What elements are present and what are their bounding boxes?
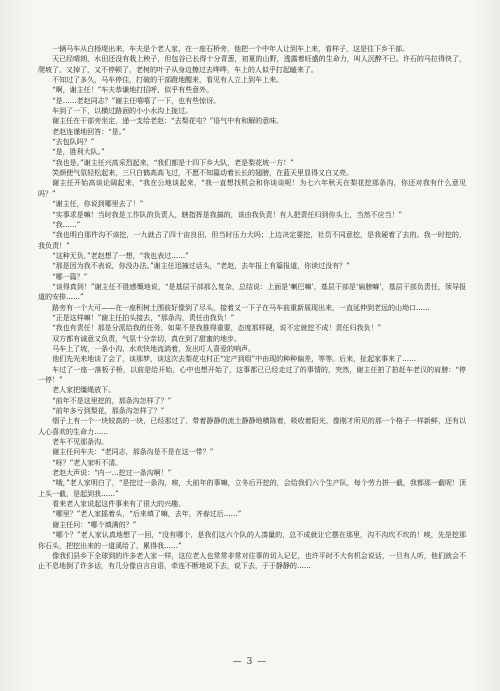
paragraph: 老人家把缰绳放下。 [52,385,116,395]
paragraph: 他们先光来地谈了会了，谈那梦，谈这次去梨花屯村正“定产到组”中由现的种种偏差，等等。后来，扯起家事来了…… [52,354,417,364]
paragraph: 马车上了坡，一条小沟，水欢快地流淌着，发出叮人喜爱的响声。 [52,343,256,353]
paragraph: 路旁有一个大可——在一座积树土围前好像到了尽头，接着又一下子在马车前重新展现出来，一直延伸到老远的山坳口…… [52,302,430,312]
paragraph: 烟子上有一个一块较高的一块，已经那过了，带着静静的流土静静地横陈着，吸收着阳光，像刚才所见的那一个格子一样新鲜，还有以人心喜欢的生命力…… [38,416,466,436]
paragraph: 一辆马车从白杨堤出来，车夫是个老人家，在一座石桥旁，他把一个中年人让到车上来，看样子，这是往下乡干部。 [52,44,409,53]
paragraph: 车过了一座一落板子桥，以前是给开始，心中也想开始了，这事都已已经走过了的事情的，突然，谢主任拍了拍赶车老汉的肩膀：“停一停！” [38,364,466,384]
paragraph: 谢主任问车夫：“老同志，那条沟是不是在这一带？” [52,447,214,457]
paragraph: 老赵连谨地回答：“是。” [52,126,126,136]
paragraph: 老车不见那条沟。 [52,437,109,447]
paragraph: “我……” [52,219,81,229]
paragraph: “是……老赵同志？”谢主任嘻嘻了一下，也有些惊讶。 [52,95,221,105]
paragraph: 双方都有诚意又负责，气氛十分亲切，真在到了甜蜜的地步。 [52,333,242,343]
paragraph: 老赵大声说：“内一…挖过一条沟啊！” [52,468,172,478]
paragraph: “哪个？”老人家认真地想了一回，“没有哪个，是我们这六个队的人凑量的，总不成就让它摆在那里，沟不沟坎不坎的！唉，先是挖那你石头，把挖出来的一道溪给了，累得我……” [38,530,466,550]
paragraph: “实事求是嘛！当时我是工作队的负责人，瞎指挥是我搞的，该由我负责！有人把责任归到你头上，当然不应当！” [52,209,403,219]
paragraph: “谈得真到！”谢主任不胜感慨地说，“是基层干部那么复杂，总结说：上面是‘喇巴嘛’，基层干部是‘扁膀嘛’，基层干部负责任，领导报道的安排……” [38,281,466,302]
paragraph: “这种无负，”老赵想了一想，“我也表过……” [52,250,189,260]
paragraph: “哪一篇？” [52,271,88,281]
paragraph: 笑颜使气氛轻松起来，三只白鹤高高飞过，不愿不知篇动着长长的翅膀，在蓝天里显得又白又亮。 [52,168,353,178]
paragraph: 像我们县乡下全球到的许多老人家一样，这位老人也常常非常对往事的切入记忆，也许平时不大有机会说话，一旦有人听，他们就会不止不息地倒了许多话，有几分像自言自语，牵连不断地说下去，说下去，于于静静的…… [38,550,466,571]
paragraph: “去包队吗？” [52,137,95,147]
paragraph: “是，胜利大队。” [52,147,105,157]
paragraph: “那是因为我不表说，你没办法。”谢主任迅撞过话头，“老赵，去年报上有篇报道，你读过没有？” [52,261,350,271]
paragraph: “我也有责任！那是分派给我的任务，如果不是我推得重要，态度那样硬，说不定就挖不成！责任归我负！” [52,323,382,333]
paragraph: “哦，”老人家明白了，“是挖过一条沟，唉，大前年的事嘛，立冬后开挖的，会给我们六个生产队，每个劳力拼一截，我都那一截呢！顶上头一截，是起到我……” [38,478,466,498]
paragraph: “哪里？”老人家摇着头，“后来填了嘛，去年，齐春过后……” [52,509,242,519]
paragraph: “前年多亏到梨花，那条沟怎样了？” [52,406,165,416]
paragraph: “我也明白那件沟不该挖，一九就占了四十亩良田，但当时压力大吗；上边决定要挖，社员不同意挖，是我硬着了去的。我一时挖的，我负责！” [38,230,466,250]
paragraph: 谢主任在干部旁坐定，递一支给老赵：“去梨花屯？”语气中有和解的意味。 [52,116,284,126]
paragraph: “我也是。”谢主任兴高采烈起来，“我们都是十四下乡大队，老是梨花坡一方！” [52,157,294,167]
paragraph: 天已经晴朗，水田还没有栽上秧子，但包谷已长得十分青葱，初夏的山野，透露着旺盛的生命力，叫人沉醉不已。许石的马拉得快了，爬坡了，又掉了，又不停顿了，老树的叶子从身边擦过去哗哗，车上的人似乎打起瞌来了。 [38,54,466,74]
paragraph: “前年不是这里挖的，那条沟怎样了？” [52,395,172,405]
page-number: — 3 — [232,657,268,667]
story-text [38,44,466,572]
paragraph: 车到了一下，以横过路面的小小水沟上拢过。 [52,106,193,116]
paragraph: 谢主任问：“哪个填满的？” [52,519,137,529]
paragraph: “啊，谢主任！”车夫恭谦地打招呼，似乎有些意外。 [52,85,214,95]
paragraph: “正是这样嘛！”谢主任拍头接去，“那条沟，责任由我负！” [52,312,235,322]
paragraph: 看来老人家说起这件事来有了很大的兴趣。 [52,499,186,509]
paragraph: 谢主任开始高谈论阔起来，“我在公地谈起来，“我一直想找机会和你谈谈呢！为七六年秋天在梨花挖那条沟，你还对我有什么意见吗？” [38,178,466,198]
paragraph: “谢主任，你说到哪里去了！” [52,199,144,209]
paragraph: 不知过了多久，马车停住，打破的干部蹬地醒来，看见有人立上到车上来。 [52,75,283,85]
paragraph: “呀？”老人家听不清。 [52,457,123,467]
